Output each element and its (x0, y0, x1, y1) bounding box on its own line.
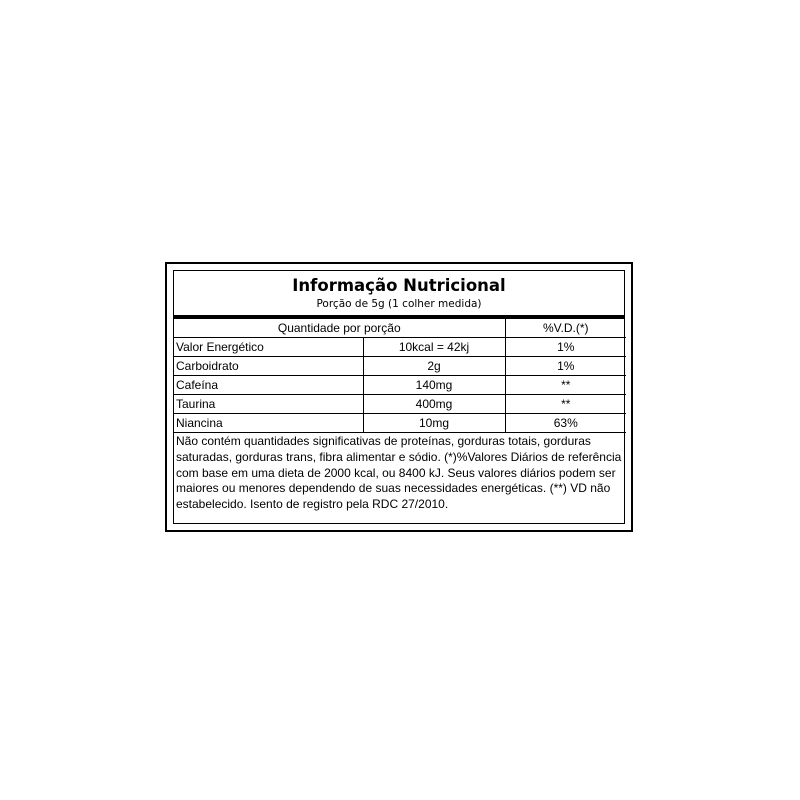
nutrient-daily-value: ** (505, 395, 626, 414)
table-row (174, 395, 626, 414)
nutrient-daily-value: ** (505, 376, 626, 395)
nutrient-amount: 140mg (363, 376, 505, 395)
nutrient-amount: 400mg (363, 395, 505, 414)
table-header-row (174, 319, 626, 338)
nutrient-name: Taurina (174, 395, 363, 414)
table-row (174, 338, 626, 357)
table-row (174, 376, 626, 395)
nutrient-name: Valor Energético (174, 338, 363, 357)
nutrient-amount: 10mg (363, 414, 505, 433)
footnote: Não contém quantidades significativas de proteínas, gorduras totais, gorduras saturadas, gorduras trans, fibra alimentar e sódio. (*)%Valores Diários de referência com base em uma dieta de 2000 kcal, ou 8400 kJ. Seus valores diários podem ser maiores ou menores dependendo de suas necessidades energéticas. (**) VD não estabelecido. Isento de registro pela RDC 27/2010. (176, 434, 622, 512)
table-row (174, 357, 626, 376)
header-quantity: Quantidade por porção (174, 319, 505, 338)
nutrient-daily-value: 1% (505, 338, 626, 357)
header-daily-value: %V.D.(*) (505, 319, 626, 338)
nutrient-amount: 2g (363, 357, 505, 376)
nutrient-name: Carboidrato (174, 357, 363, 376)
title-block (174, 271, 624, 319)
nutrient-name: Cafeína (174, 376, 363, 395)
table-row (174, 414, 626, 433)
nutrient-daily-value: 63% (505, 414, 626, 433)
nutrient-name: Niancina (174, 414, 363, 433)
nutrient-amount: 10kcal = 42kj (363, 338, 505, 357)
nutrition-label (165, 262, 633, 532)
serving-size: Porção de 5g (1 colher medida) (316, 298, 482, 310)
nutrition-table (174, 319, 626, 433)
nutrient-daily-value: 1% (505, 357, 626, 376)
label-title: Informação Nutricional (292, 276, 506, 295)
nutrition-label-inner (173, 270, 625, 524)
